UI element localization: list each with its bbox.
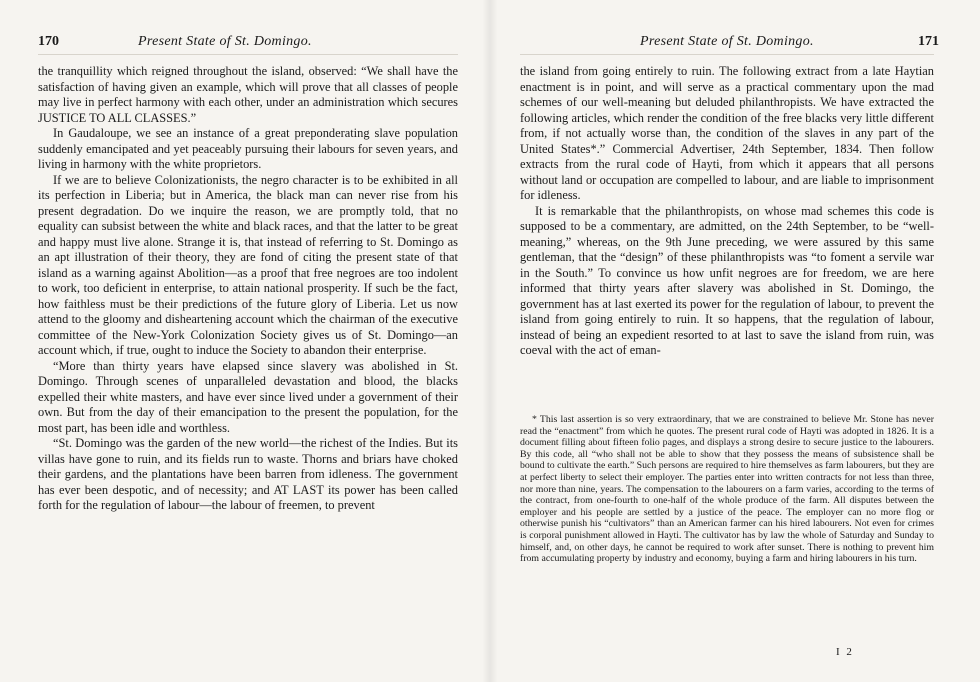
right-body-text: [520, 64, 934, 359]
paragraph: the tranquillity which reigned throughout the island, observed: “We shall have the satisfaction of having given an example, which will prove that all classes of people may live in perfect harmony with each other, under an administration which secures JUSTICE TO ALL CLASSES.”: [38, 64, 458, 125]
right-page-number: 171: [918, 34, 939, 49]
footnote-text: * This last assertion is so very extraordinary, that we are constrained to believe Mr. Stone has never read the “enactment” from which he quotes. The present rural code of Hayti was adopted in 1826. It is a document filling about fifteen folio pages, and displays a strong desire to secure justice to the labourers. By this code, all “who shall not be able to show that they possess the means of subsistence shall be bound to cultivate the earth.” Such persons are required to hire themselves as farm labourers, but they are at perfect liberty to select their employer. The parties enter into written contracts for not less than three, nor more than nine, years. The compensation to the labourers on a farm varies, according to the terms of the contract, from one-fourth to one-half of the whole produce of the farm. All disputes between the employer and his people are settled by a justice of the peace. The employer can no more flog or otherwise punish his “cultivators” than an American farmer can his hired labourers. Not even for crimes is corporal punishment allowed in Hayti. The cultivator has by law the whole of Saturday and Sunday to himself, and, on other days, he cannot be required to work after sunset. There is nothing to prevent him from accumulating property by industry and economy, buying a farm and hiring labourers in his turn.: [520, 414, 934, 565]
paragraph: In Gaudaloupe, we see an instance of a great preponderating slave population suddenly emancipated and yet peaceably pursuing their labours for seven years, and living in harmony with the white proprietors.: [38, 126, 458, 171]
signature-mark: I 2: [836, 646, 854, 658]
left-running-title: Present State of St. Domingo.: [138, 34, 312, 49]
paragraph: It is remarkable that the philanthropists, on whose mad schemes this code is supposed to be a commentary, are admitted, on the 24th September, to be “well-meaning,” whereas, on the 9th June preceding, we were assured by this same gentleman, that the “design” of these philanthropists was “to foment a servile war in the South.” To convince us how unfit negroes are for freedom, we are here informed that thirty years after slavery was abolished in St. Domingo, the government has at last exerted its power for the regulation of labour, to prevent the island from going entirely to ruin. It so happens, that the regulation of labour, instead of being an expedient resorted to at last to save the island from ruin, was coeval with the act of eman-: [520, 203, 934, 357]
left-body-text: [38, 64, 458, 514]
paragraph: “St. Domingo was the garden of the new world—the richest of the Indies. But its villas have gone to ruin, and its fields run to waste. Thorns and briars have choked their gardens, and the plantations have been barren from idleness. The government has ever been despotic, and of necessity; and AT LAST its power has been called forth for the regulation of labour—the labour of freemen, to prevent: [38, 436, 458, 512]
left-page-number: 170: [38, 34, 59, 49]
left-header-rule: [38, 54, 458, 55]
right-running-title: Present State of St. Domingo.: [640, 34, 814, 49]
paragraph: the island from going entirely to ruin. The following extract from a late Haytian enactment is in point, and will serve as a practical commentary upon the mad schemes of our well-meaning but deluded philanthropists. We have extracted the following articles, which render the condition of the free blacks very little different from, if not actually worse than, the condition of the slaves in any part of the United States*.” Commercial Advertiser, 24th September, 1834. Then follow extracts from the rural code of Hayti, from which it appears that all persons without land or occupation are compelled to labour, and are liable to imprisonment for idleness.: [520, 64, 934, 202]
footnote: [520, 414, 934, 565]
paragraph: If we are to believe Colonizationists, the negro character is to be exhibited in all its perfection in Liberia; but in America, the black man can never rise from his present degradation. Do we inquire the reason, we are promptly told, that no equality can subsist between the white and black races, and that the latter to be great and happy must live alone. Strange it is, that instead of referring to St. Domingo as an apt illustration of their theory, they are fond of citing the present state of that island as a warning against Abolition—as a proof that free negroes are too indolent to work, too deficient in enterprise, to attain national prosperity. If such be the fact, how faithless must be their predictions of the future glory of Liberia. Let us now attend to the gloomy and disheartening account which the chairman of the executive committee of the New-York Colonization Society gives us of St. Domingo—an account which, if true, ought to induce the Society to abandon their enterprise.: [38, 172, 458, 357]
paragraph: “More than thirty years have elapsed since slavery was abolished in St. Domingo. Through scenes of unparalleled devastation and blood, the blacks expelled their white masters, and have ever since lived under a government of their own. But from the day of their emancipation to the present the population, for the most part, has been idle and worthless.: [38, 358, 458, 435]
right-page: [490, 0, 980, 682]
right-header-rule: [520, 54, 934, 55]
